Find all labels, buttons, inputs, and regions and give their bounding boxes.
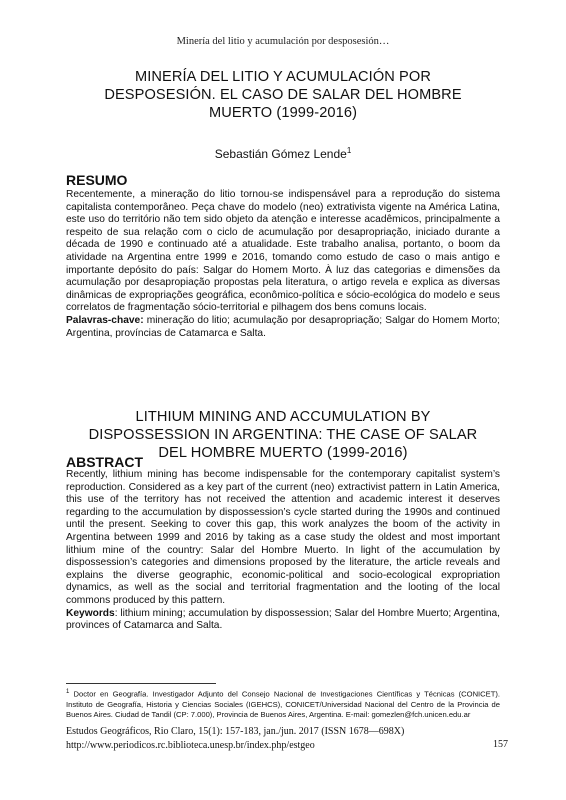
author-footnote-mark[interactable]: 1 (346, 146, 352, 155)
abstract-section (66, 469, 500, 633)
footnote-mark: 1 (66, 689, 70, 695)
title-portuguese (70, 68, 496, 122)
footnote-text: Doctor en Geografía. Investigador Adjunto del Consejo Nacional de Investigaciones Científicas y Técnicas (CONICET). Instituto de Geografía, Historia y Ciencias Sociales (IGEHCS), CONICET/Universidad Nacional del Centro de la Provincia de Buenos Aires. Ciudad de Tandil (CP: 7.000), Provincia de Buenos Aires, Argentina. E-mail: gomezlen@fch.unicen.edu.ar (66, 689, 500, 719)
journal-citation: Estudos Geográficos, Rio Claro, 15(1): 157-183, jan./jun. 2017 (ISSN 1678—698X) (66, 726, 405, 737)
page-footer (66, 725, 500, 753)
title-line: MUERTO (1999-2016) (208, 105, 358, 121)
footnote (66, 687, 500, 720)
author-name: Sebastián Gómez Lende (214, 147, 347, 161)
running-header: Minería del litio y acumulación por desposesión… (176, 36, 390, 47)
abstract-keywords-text: : lithium mining; accumulation by dispossession; Salar del Hombre Muerto; Argentina, provinces of Catamarca and Salta. (66, 607, 500, 632)
author-line (0, 146, 566, 161)
resumo-keywords-text: mineração do litio; acumulação por desapropriação; Salgar do Homem Morto; Argentina, províncias de Catamarca e Salta. (66, 314, 500, 339)
title-line: DESPOSESIÓN. EL CASO DE SALAR DEL HOMBRE (104, 87, 462, 103)
abstract-heading: ABSTRACT (66, 454, 143, 470)
abstract-keywords-label: Keywords (66, 607, 115, 619)
page-number: 157 (493, 739, 508, 750)
title-line: DEL HOMBRE MUERTO (1999-2016) (158, 445, 408, 461)
journal-url[interactable]: http://www.periodicos.rc.biblioteca.unesp.br/index.php/estgeo (66, 740, 315, 751)
resumo-body: Recentemente, a mineração do litio tornou-se indispensável para a reprodução do sistema capitalista contemporâneo. Peça chave do modelo (neo) extrativista vigente na América Latina, este uso do território não tem sido objeto da atenção e interesse acadêmicos, principalmente a respeito de sua relação com o ciclo de acumulação por desapropriação, iniciado durante a década de 1990 e continuado até a atualidade. Este trabalho analisa, portanto, o boom da atividade na Argentina entre 1999 e 2016, tomando como estudo de caso o mais antigo e importante depósito do país: Salgar do Homem Morto. À luz das categorias e dimensões da acumulação por desapropiação propostas pela literatura, o artigo revela e explica as diversas dinâmicas de expropriações geográfica, econômico-política e sócio-ecológica do modelo e seus correlatos de fragmentação sócio-territorial e pilhagem dos bens comuns locais. (66, 189, 500, 314)
resumo-keywords (66, 315, 500, 340)
abstract-body: Recently, lithium mining has become indispensable for the contemporary capitalist system’s reproduction. Considered as a key part of the current (neo) extractivist pattern in Latin America, this use of the territory has not received the attention and academic interest it deserves regarding to the accumulation by dispossession’s cycle started during the 1990s and continued until the present. Seeking to cover this gap, this work analyzes the boom of the activity in Argentina between 1999 and 2016 by taking as a case study the oldest and most important lithium mine of the country: Salar del Hombre Muerto. In light of the accumulation by dispossession’s categories and dimensions proposed by the literature, the article reveals and explains the diverse geographic, economic-political and socio-ecological expropriation dynamics, as well as the social and territorial fragmentation and the looting of the local commons produced by this pattern. (66, 469, 500, 606)
resumo-section (66, 189, 500, 340)
title-line: DISPOSSESSION IN ARGENTINA: THE CASE OF SALAR (88, 427, 478, 443)
title-line: LITHIUM MINING AND ACCUMULATION BY (135, 409, 431, 425)
footnote-divider (66, 683, 216, 684)
resumo-heading: RESUMO (66, 172, 128, 188)
title-line: MINERÍA DEL LITIO Y ACUMULACIÓN POR (135, 69, 431, 85)
abstract-keywords (66, 608, 500, 633)
resumo-keywords-label: Palavras-chave: (66, 314, 144, 326)
